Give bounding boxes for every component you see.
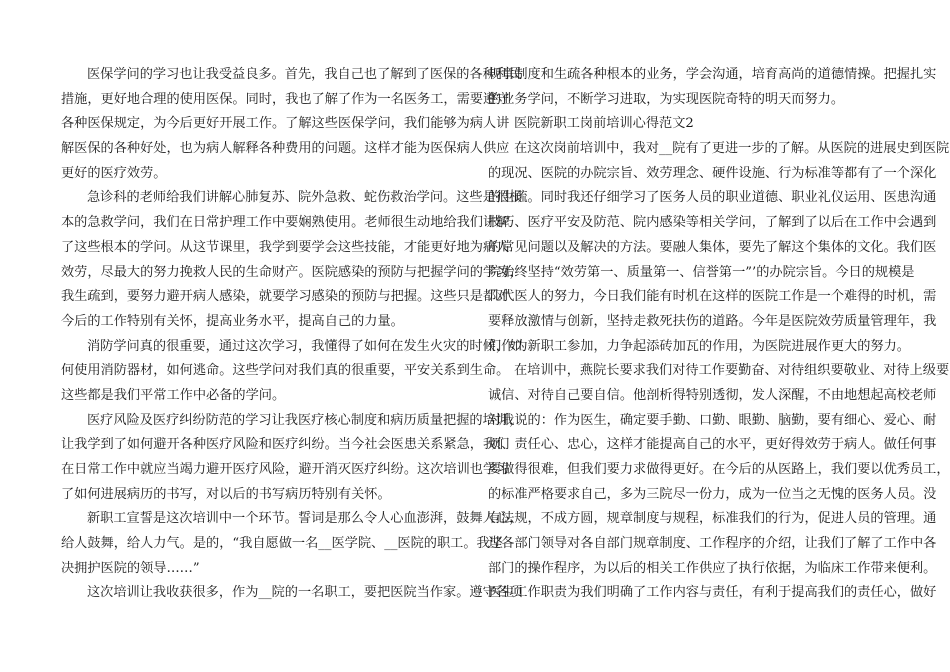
text-line: 的业务学问，不断学习进取，为实现医院奇特的明天而努力。 [488,91,845,107]
text-line: 解医保的各种好处，也为病人解释各种费用的问题。这样才能为医保病人供应 [61,141,510,157]
text-line: 消防学问真的很重要，通过这次学习，我懂得了如何在发生火灾的时候，如 [87,338,523,354]
text-line: 措施，更好地合理的使用医保。同时，我也了解了作为一名医务工，需要遵守 [61,91,510,107]
text-line: 们作为新职工参加，力争起添砖加瓦的作用，为医院进展作更大的努力。 [488,338,910,354]
text-line: 急诊科的老师给我们讲解心肺复苏、院外急救、蛇伤救治学问。这些是很根 [87,190,523,206]
text-line: 在日常工作中就应当竭力避开医疗风险，避开消灭医疗纠纷。这次培训也学习 [61,462,510,477]
text-line: 医保学问的学习也让我受益良多。首先，我自己也了解到了医保的各种利民 [87,67,523,82]
text-line: 今后的工作特别有关怀，提高业务水平，提高自己的力量。 [61,313,404,329]
text-line: 决拥护医院的领导……” [61,560,200,576]
text-line: 技巧、医疗平安及防范、院内感染等相关学问，了解到了以后在工作中会遇到 [488,215,937,231]
text-line: 的生疏。同时我还仔细学习了医务人员的职业道德、职业礼仪运用、医患沟通 [488,190,937,206]
text-line: 让我学到了如何避开各种医疗风险和医疗纠纷。当今社会医患关系紧急，我们 [61,437,510,453]
text-line: 部门的操作程序，为以后的相关工作供应了执行依据，为临床工作带来便利。 [488,560,937,576]
right-column [488,63,950,606]
text-line: 的常见问题以及解决的方法。要融人集体，要先了解这个集体的文化。我们医 [488,239,937,255]
left-column [61,63,523,606]
text-line: 有法规，不成方圆，规章制度与规程，标准我们的行为，促进人员的管理。通 [488,511,937,527]
text-line: 这次培训让我收获很多，作为__院的一名职工，要把医院当作家。遵守各项 [87,585,523,601]
text-line: 规章制度和生疏各种根本的业务，学会沟通，培育高尚的道德情操。把握扎实 [488,67,937,82]
text-line: 要做得很难，但我们要力求做得更好。在今后的从医路上，我们要以优秀员工， [488,462,950,477]
text-line: 本的急救学问，我们在日常护理工作中要娴熟使用。老师很生动地给我们讲解 [61,215,510,231]
text-line: 给人鼓舞，给人力气。是的，“我自愿做一名__医学院、__医院的职工。我坚 [61,536,503,552]
text-line: 几代医人的努力，今日我们能有时机在这样的医院工作是一个难得的时机，需 [488,289,937,305]
text-line: 在培训中，燕院长要求我们对待工作要勤奋、对待组织要敬业、对待上级要 [514,363,950,379]
text-line: 各种医保规定，为今后更好开展工作。了解这些医保学问，我们能够为病人讲 [61,116,510,132]
text-line: 了如何进展病历的书写，对以后的书写病历特别有关怀。 [61,486,391,502]
text-line: 诚信、对待自己要自信。他剖析得特别透彻，发人深醒，不由地想起高校老师 [488,387,937,403]
text-line: 过各部门领导对各自部门规章制度、工作程序的介绍，让我们了解了工作中各 [488,536,937,552]
text-line: 的现况、医院的办院宗旨、效劳理念、硬件设施、行为标准等都有了一个深化 [488,165,937,181]
text-line: 了这些根本的学问。从这节课里，我学到要学会这些技能，才能更好地为病人 [61,239,510,255]
text-line: 新职工宣誓是这次培训中一个环节。誓词是那么令人心血澎湃，鼓舞人心， [87,511,523,527]
text-line: 何使用消防器材，如何逃命。这些学问对我们真的很重要，平安关系到生命。 [61,363,510,379]
text-line: 这些都是我们平常工作中必备的学问。 [61,387,286,403]
text-line: 对我说的：作为医生，确定要手勤、口勤、眼勤、脑勤，要有细心、爱心、耐 [488,412,937,428]
text-line: 医疗风险及医疗纠纷防范的学习让我医疗核心制度和病历质量把握的培训， [87,412,523,428]
text-line: 医院新职工岗前培训心得范文2 [514,116,694,132]
text-line: 院始终坚持“效劳第一、质量第一、信誉第一”’的办院宗旨。今日的规模是 [488,264,915,280]
text-line: 的标准严格要求自己，多为三院尽一份力，成为一位当之无愧的医务人员。没 [488,486,937,502]
text-line: 我生疏到，要努力避开病人感染，就要学习感染的预防与把握。这些只是都对 [61,289,510,305]
text-line: 要释放激情与创新，坚持走救死扶伤的道路。今年是医院效劳质量管理年，我 [488,313,937,329]
text-line: 烦、责任心、忠心，这样才能提高自己的水平，更好得效劳于病人。做任何事 [488,437,937,453]
text-line: 效劳，尽最大的努力挽救人民的生命财产。医院感染的预防与把握学问的学习， [61,264,523,280]
text-line: 更好的医疗效劳。 [61,165,167,181]
text-line: 医生工作职责为我们明确了工作内容与责任，有利于提高我们的责任心，做好 [488,585,937,601]
text-line: 在这次岗前培训中，我对__院有了更进一步的了解。从医院的进展史到医院 [514,141,950,157]
